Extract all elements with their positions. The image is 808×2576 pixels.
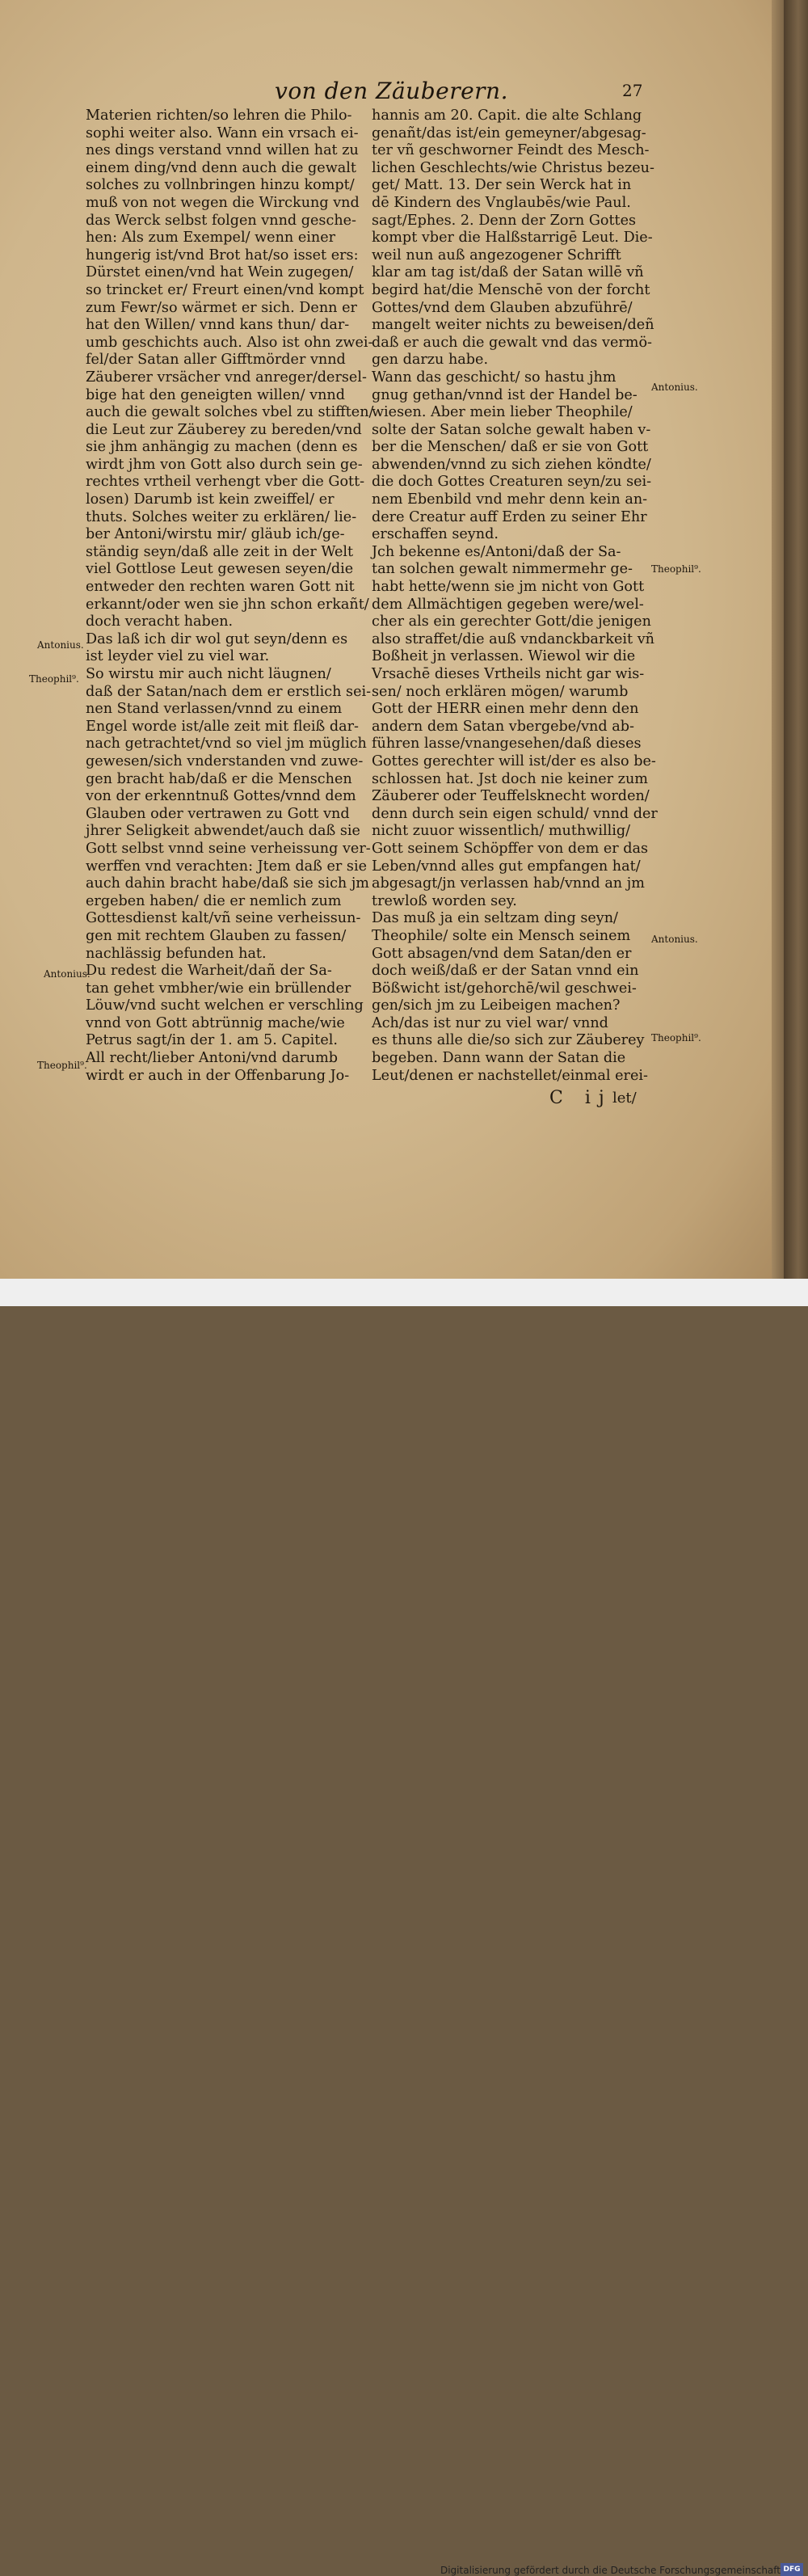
text-line: ter vñ geschworner Feindt des Mesch- (372, 142, 650, 159)
text-line: Glauben oder vertrawen zu Gott vnd (86, 805, 350, 822)
dfg-logo: DFG (781, 2563, 803, 2576)
text-line: gen mit rechtem Glauben zu fassen/ (86, 927, 347, 944)
text-line: gen bracht hab/daß er die Menschen (86, 770, 352, 787)
text-line: viel Gottlose Leut gewesen seyen/die (86, 561, 354, 578)
text-line: wiesen. Aber mein lieber Theophile/ (372, 404, 633, 421)
text-line: trewloß worden sey. (372, 892, 517, 909)
text-line: Dürstet einen/vnd hat Wein zugegen/ (86, 264, 354, 281)
book-page (0, 0, 784, 1279)
page-number: 27 (622, 81, 643, 100)
text-line: gen/sich jm zu Leibeigen machen? (372, 997, 621, 1014)
text-line: die Leut zur Zäuberey zu bereden/vnd (86, 421, 362, 438)
text-line: rechtes vrtheil verhengt vber die Gott- (86, 474, 365, 491)
text-line: Gott selbst vnnd seine verheissung ver- (86, 840, 371, 857)
text-line: dē Kindern des Vnglaubēs/wie Paul. (372, 194, 631, 211)
right-text-column (372, 108, 658, 1085)
margin-note-speaker: Antonius. (651, 934, 698, 945)
text-line: die doch Gottes Creaturen seyn/zu sei- (372, 474, 652, 491)
text-line: fel/der Satan aller Gifftmörder vnnd (86, 352, 346, 369)
text-line: tan solchen gewalt nimmermehr ge- (372, 561, 633, 578)
text-line: jhrer Seligkeit abwendet/auch daß sie (86, 823, 360, 840)
text-line: Jch bekenne es/Antoni/daß der Sa- (372, 543, 621, 560)
text-line: Petrus sagt/in der 1. am 5. Capitel. (86, 1032, 338, 1049)
text-line: Leben/vnnd alles gut empfangen hat/ (372, 858, 641, 875)
text-line: hungerig ist/vnd Brot hat/so isset ers: (86, 247, 359, 264)
text-line: gewesen/sich vnderstanden vnd zuwe- (86, 753, 364, 769)
text-line: gnug gethan/vnnd ist der Handel be- (372, 386, 638, 403)
text-line: andern dem Satan vbergebe/vnd ab- (372, 718, 634, 735)
text-line: Gott absagen/vnd dem Satan/den er (372, 945, 632, 962)
text-line: bige hat den geneigten willen/ vnnd (86, 386, 346, 403)
text-line: lichen Geschlechts/wie Christus bezeu- (372, 159, 654, 176)
left-text-column (86, 108, 374, 1085)
text-line: daß der Satan/nach dem er erstlich sei- (86, 683, 372, 700)
margin-note-speaker: Antonius. (44, 968, 90, 980)
text-line: solte der Satan solche gewalt haben v- (372, 421, 651, 438)
text-line: sagt/Ephes. 2. Denn der Zorn Gottes (372, 212, 637, 229)
digitization-credit: Digitalisierung gefördert durch die Deutsche Forschungsgemeinschaft (440, 2565, 781, 2576)
text-line: Boßheit jn verlassen. Wiewol wir die (372, 648, 636, 665)
text-line: habt hette/wenn sie jm nicht von Gott (372, 579, 645, 596)
text-line: auch die gewalt solches vbel zu stifften/ (86, 404, 374, 421)
text-line: Gottes/vnd dem Glauben abzuführē/ (372, 299, 633, 316)
book-spine-shadow (784, 0, 808, 1279)
text-line: hat den Willen/ vnnd kans thun/ dar- (86, 317, 350, 334)
text-line: vnnd von Gott abtrünnig mache/wie (86, 1014, 345, 1031)
text-line: hen: Als zum Exempel/ wenn einer (86, 230, 336, 247)
text-line: Das laß ich dir wol gut seyn/denn es (86, 630, 348, 647)
text-line: das Werck selbst folgen vnnd gesche- (86, 212, 357, 229)
text-line: Zäuberer oder Teuffelsknecht worden/ (372, 788, 650, 805)
text-line: sen/ noch erklären mögen/ warumb (372, 683, 629, 700)
text-line: Theophile/ solte ein Mensch seinem (372, 927, 631, 944)
text-line: solches zu vollnbringen hinzu kompt/ (86, 177, 355, 194)
text-line: wirdt er auch in der Offenbarung Jo- (86, 1067, 350, 1084)
text-line: wirdt jhm von Gott also durch sein ge- (86, 456, 363, 473)
footer-bar (0, 1279, 808, 2576)
text-line: doch veracht haben. (86, 613, 234, 630)
text-line: auch dahin bracht habe/daß sie sich jm (86, 875, 369, 892)
text-line: ber Antoni/wirstu mir/ gläub ich/ge- (86, 526, 345, 543)
text-line: führen lasse/vnangesehen/daß dieses (372, 736, 642, 753)
text-line: also straffet/die auß vndanckbarkeit vñ (372, 630, 654, 647)
text-line: erkannt/oder wen sie jhn schon erkañt/ (86, 596, 369, 613)
text-line: dere Creatur auff Erden zu seiner Ehr (372, 508, 647, 525)
text-line: All recht/lieber Antoni/vnd darumb (86, 1050, 339, 1067)
text-line: Engel worde ist/alle zeit mit fleiß dar- (86, 718, 359, 735)
text-line: nes dings verstand vnnd willen hat zu (86, 142, 359, 159)
text-line: losen) Darumb ist kein zweiffel/ er (86, 491, 335, 508)
text-line: gen darzu habe. (372, 352, 489, 369)
text-line: schlossen hat. Jst doch nie keiner zum (372, 770, 648, 787)
page-edge (772, 0, 784, 1279)
text-line: get/ Matt. 13. Der sein Werck hat in (372, 177, 632, 194)
text-line: kompt vber die Halßstarrigē Leut. Die- (372, 230, 653, 247)
text-line: Gott der HERR einen mehr denn den (372, 701, 639, 718)
text-line: Löuw/vnd sucht welchen er verschling (86, 997, 364, 1014)
text-line: Materien richten/so lehren die Philo- (86, 108, 352, 124)
text-line: hannis am 20. Capit. die alte Schlang (372, 108, 642, 124)
text-line: abwenden/vnnd zu sich ziehen köndte/ (372, 456, 651, 473)
text-line: mangelt weiter nichts zu beweisen/deñ (372, 317, 654, 334)
text-line: Wann das geschicht/ so hastu jhm (372, 369, 617, 386)
text-line: Gott seinem Schöpffer von dem er das (372, 840, 649, 857)
text-line: es thuns alle die/so sich zur Zäuberey (372, 1032, 645, 1049)
text-line: sie jhm anhängig zu machen (denn es (86, 439, 358, 456)
text-line: denn durch sein eigen schuld/ vnnd der (372, 805, 658, 822)
text-line: ber die Menschen/ daß er sie von Gott (372, 439, 649, 456)
text-line: doch weiß/daß er der Satan vnnd ein (372, 963, 639, 980)
catchword: let/ (612, 1090, 637, 1107)
text-line: abgesagt/jn verlassen hab/vnnd an jm (372, 875, 645, 892)
text-line: thuts. Solches weiter zu erklären/ lie- (86, 508, 357, 525)
text-line: dem Allmächtigen gegeben were/wel- (372, 596, 644, 613)
text-line: weil nun auß angezogener Schrifft (372, 247, 621, 264)
text-line: erschaffen seynd. (372, 526, 499, 543)
margin-note-speaker: Theophil⁹. (37, 1060, 87, 1071)
text-line: nach getrachtet/vnd so viel jm müglich (86, 736, 367, 753)
margin-note-speaker: Antonius. (651, 382, 698, 393)
running-title: von den Zäuberern. (275, 78, 508, 104)
text-line: Bößwicht ist/gehorchē/wil geschwei- (372, 980, 637, 997)
text-line: So wirstu mir auch nicht läugnen/ (86, 666, 331, 682)
text-line: nen Stand verlassen/vnnd zu einem (86, 701, 343, 718)
text-line: sophi weiter also. Wann ein vrsach ei- (86, 124, 359, 141)
text-line: Du redest die Warheit/dañ der Sa- (86, 963, 332, 980)
text-line: begeben. Dann wann der Satan die (372, 1050, 626, 1067)
text-line: nachlässig befunden hat. (86, 945, 267, 962)
margin-note-speaker: Theophil⁹. (651, 1032, 701, 1043)
text-line: zum Fewr/so wärmet er sich. Denn er (86, 299, 357, 316)
text-line: Gottesdienst kalt/vñ seine verheissun- (86, 910, 361, 927)
text-line: cher als ein gerechter Gott/die jenigen (372, 613, 651, 630)
text-line: entweder den rechten waren Gott nit (86, 579, 355, 596)
text-line: Gottes gerechter will ist/der es also be- (372, 753, 656, 769)
margin-note-speaker: Theophil⁹. (29, 673, 79, 685)
text-line: Das muß ja ein seltzam ding seyn/ (372, 910, 618, 927)
text-line: nicht zuuor wissentlich/ muthwillig/ (372, 823, 631, 840)
margin-note-speaker: Antonius. (37, 639, 84, 651)
text-line: ist leyder viel zu viel war. (86, 648, 270, 665)
text-line: Zäuberer vrsächer vnd anreger/dersel- (86, 369, 367, 386)
text-line: so trincket er/ Freurt einen/vnd kompt (86, 281, 364, 298)
text-line: einem ding/vnd denn auch die gewalt (86, 159, 356, 176)
text-line: umb geschichts auch. Also ist ohn zwei- (86, 334, 373, 351)
text-line: Ach/das ist nur zu viel war/ vnnd (372, 1014, 608, 1031)
margin-note-speaker: Theophil⁹. (651, 563, 701, 575)
text-line: Leut/denen er nachstellet/einmal erei- (372, 1067, 648, 1084)
text-line: tan gehet vmbher/wie ein brüllender (86, 980, 351, 997)
text-line: ständig seyn/daß alle zeit in der Welt (86, 543, 354, 560)
signature-mark: C ij (549, 1088, 612, 1108)
text-line: Vrsachē dieses Vrtheils nicht gar wis- (372, 666, 645, 682)
text-line: genañt/das ist/ein gemeyner/abgesag- (372, 124, 646, 141)
text-line: nem Ebenbild vnd mehr denn kein an- (372, 491, 648, 508)
text-line: ergeben haben/ die er nemlich zum (86, 892, 342, 909)
text-line: werffen vnd verachten: Jtem daß er sie (86, 858, 368, 875)
text-line: muß von not wegen die Wirckung vnd (86, 194, 360, 211)
text-line: daß er auch die gewalt vnd das vermö- (372, 334, 652, 351)
text-line: begird hat/die Menschē von der forcht (372, 281, 650, 298)
text-line: klar am tag ist/daß der Satan willē vñ (372, 264, 644, 281)
text-line: von der erkenntnuß Gottes/vnnd dem (86, 788, 356, 805)
